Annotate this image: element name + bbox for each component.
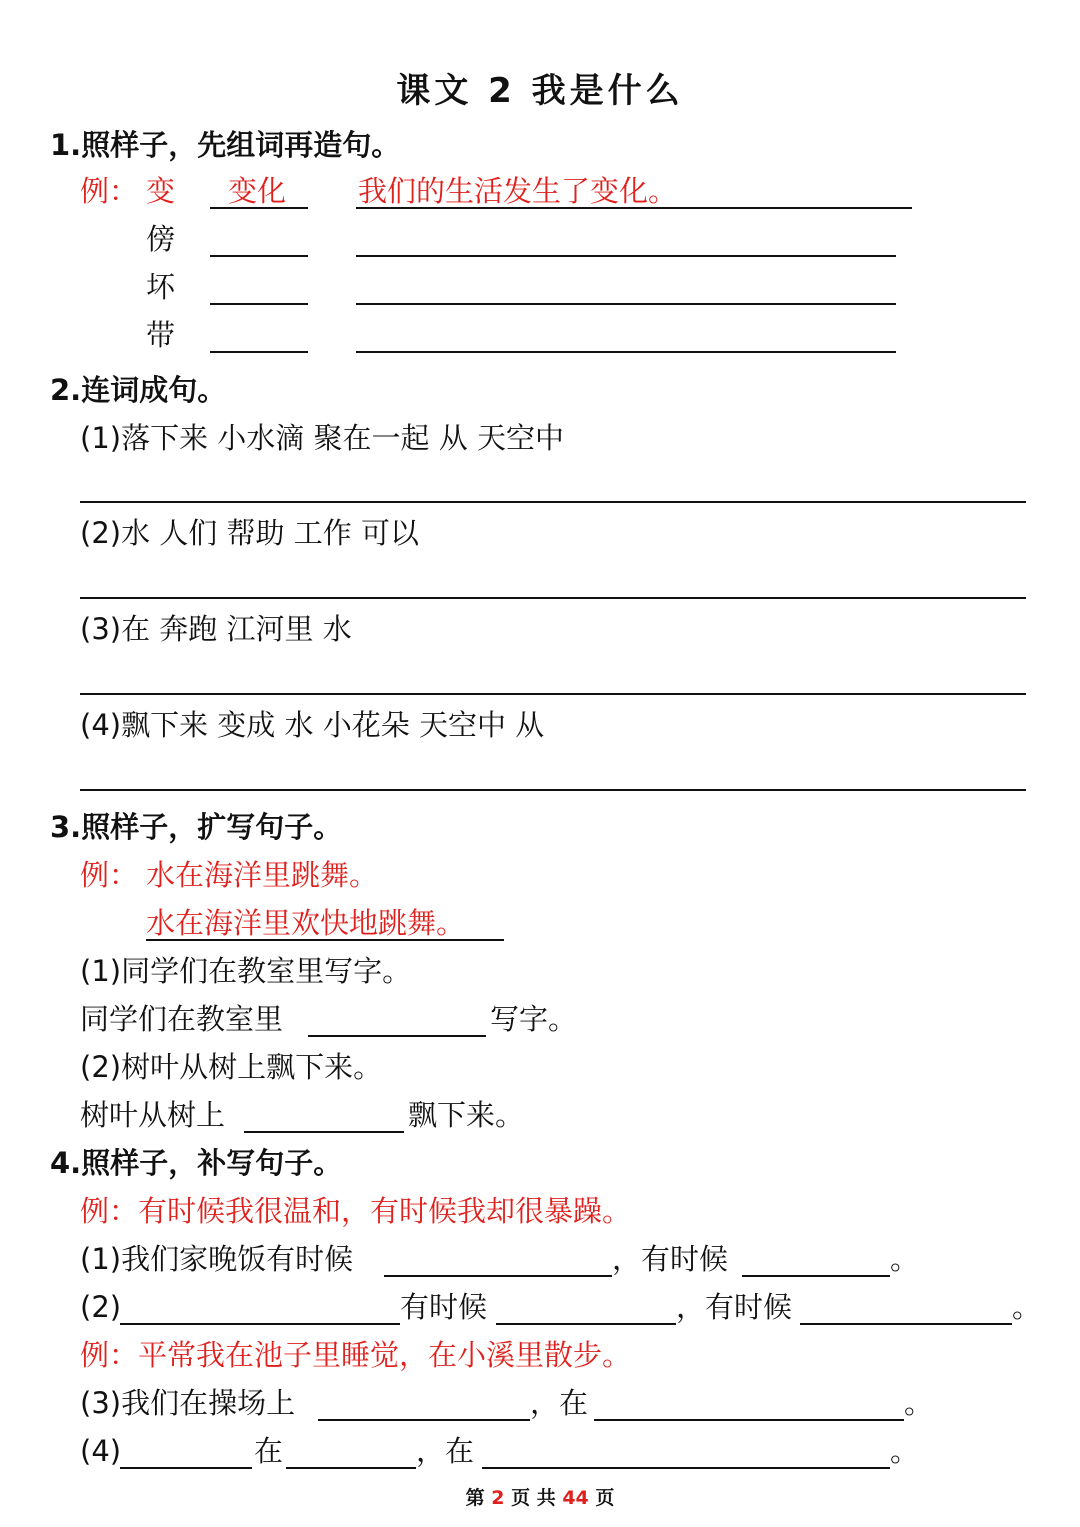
q2-item-1: (1)落下来 小水滴 聚在一起 从 天空中 <box>80 421 564 455</box>
q1-char-1: 傍 <box>146 222 176 256</box>
q3-item-1-answer-end: 写字。 <box>490 1002 578 1036</box>
q3-example-expanded: 水在海洋里欢快地跳舞。 <box>146 906 466 940</box>
q4-item-3-blank-1[interactable] <box>318 1419 530 1421</box>
q4-item-3-mid: ，在 <box>530 1386 589 1420</box>
q1-example-sentence: 我们的生活发生了变化。 <box>358 174 678 208</box>
q1-sentence-blank-1[interactable] <box>356 255 896 257</box>
q2-item-2: (2)水 人们 帮助 工作 可以 <box>80 516 419 550</box>
q1-char-3: 带 <box>146 318 176 352</box>
q3-item-1-question: (1)同学们在教室里写字。 <box>80 954 412 988</box>
q4-item-4-mid-1: 在 <box>254 1434 284 1468</box>
q3-example-label: 例： <box>80 858 139 892</box>
q4-item-1-blank-1[interactable] <box>384 1275 612 1277</box>
q4-item-2-end: 。 <box>1012 1290 1042 1324</box>
q4-item-4-end: 。 <box>890 1434 920 1468</box>
footer-suffix: 页 <box>595 1487 615 1509</box>
q3-example-original: 水在海洋里跳舞。 <box>146 858 379 892</box>
q3-item-2-answer-end: 飘下来。 <box>408 1098 525 1132</box>
q2-answer-line-4[interactable] <box>80 789 1026 791</box>
footer-prefix: 第 <box>465 1487 485 1509</box>
q3-item-2-blank[interactable] <box>244 1131 404 1133</box>
footer-middle: 页 共 <box>511 1487 556 1509</box>
q3-example-underline <box>146 939 504 941</box>
q3-item-2-question: (2)树叶从树上飘下来。 <box>80 1050 383 1084</box>
q3-item-1-blank[interactable] <box>308 1035 486 1037</box>
q4-item-3-start: (3)我们在操场上 <box>80 1386 296 1420</box>
q4-item-4-blank-3[interactable] <box>482 1467 890 1469</box>
q1-example-word-line <box>210 207 308 209</box>
q4-example-2: 例：平常我在池子里睡觉，在小溪里散步。 <box>80 1338 632 1372</box>
q4-item-2-mid-2: ，有时候 <box>676 1290 793 1324</box>
q4-item-1-end: 。 <box>890 1242 920 1276</box>
q4-item-3-end: 。 <box>904 1386 934 1420</box>
q1-heading: 1.照样子，先组词再造句。 <box>50 128 401 162</box>
q2-item-3: (3)在 奔跑 江河里 水 <box>80 612 352 646</box>
q2-heading: 2.连词成句。 <box>50 373 227 407</box>
q1-word-blank-3[interactable] <box>210 351 308 353</box>
q2-item-4: (4)飘下来 变成 水 小花朵 天空中 从 <box>80 708 545 742</box>
q1-char-2: 坏 <box>146 270 176 304</box>
q4-item-2-start: (2) <box>80 1290 122 1324</box>
q1-example-sentence-line <box>356 207 912 209</box>
footer-page-number: 2 <box>491 1487 505 1509</box>
page-title: 课文 2 我是什么 <box>396 71 684 111</box>
q1-example-char: 变 <box>146 174 176 208</box>
q4-item-2-blank-1[interactable] <box>120 1323 400 1325</box>
q3-heading: 3.照样子，扩写句子。 <box>50 810 343 844</box>
q4-item-1-mid: ，有时候 <box>612 1242 729 1276</box>
q2-answer-line-1[interactable] <box>80 501 1026 503</box>
q1-example-word: 变化 <box>228 174 287 208</box>
q4-item-4-start: (4) <box>80 1434 122 1468</box>
q4-heading: 4.照样子，补写句子。 <box>50 1146 343 1180</box>
q4-item-4-mid-2: ，在 <box>416 1434 475 1468</box>
q1-word-blank-1[interactable] <box>210 255 308 257</box>
q4-item-3-blank-2[interactable] <box>594 1419 904 1421</box>
q4-example-1: 例：有时候我很温和，有时候我却很暴躁。 <box>80 1194 632 1228</box>
q1-sentence-blank-2[interactable] <box>356 303 896 305</box>
q2-answer-line-3[interactable] <box>80 693 1026 695</box>
q4-item-2-blank-3[interactable] <box>800 1323 1012 1325</box>
q1-example-label: 例： <box>80 174 139 208</box>
q4-item-4-blank-2[interactable] <box>286 1467 416 1469</box>
q4-item-2-mid-1: 有时候 <box>400 1290 488 1324</box>
footer-total-pages: 44 <box>562 1487 589 1509</box>
q1-sentence-blank-3[interactable] <box>356 351 896 353</box>
q4-item-1-start: (1)我们家晚饭有时候 <box>80 1242 354 1276</box>
q3-item-1-answer-start: 同学们在教室里 <box>80 1002 284 1036</box>
q3-item-2-answer-start: 树叶从树上 <box>80 1098 226 1132</box>
q2-answer-line-2[interactable] <box>80 597 1026 599</box>
q1-word-blank-2[interactable] <box>210 303 308 305</box>
q4-item-2-blank-2[interactable] <box>496 1323 676 1325</box>
q4-item-4-blank-1[interactable] <box>120 1467 252 1469</box>
q4-item-1-blank-2[interactable] <box>742 1275 890 1277</box>
page-footer <box>0 1489 1080 1508</box>
